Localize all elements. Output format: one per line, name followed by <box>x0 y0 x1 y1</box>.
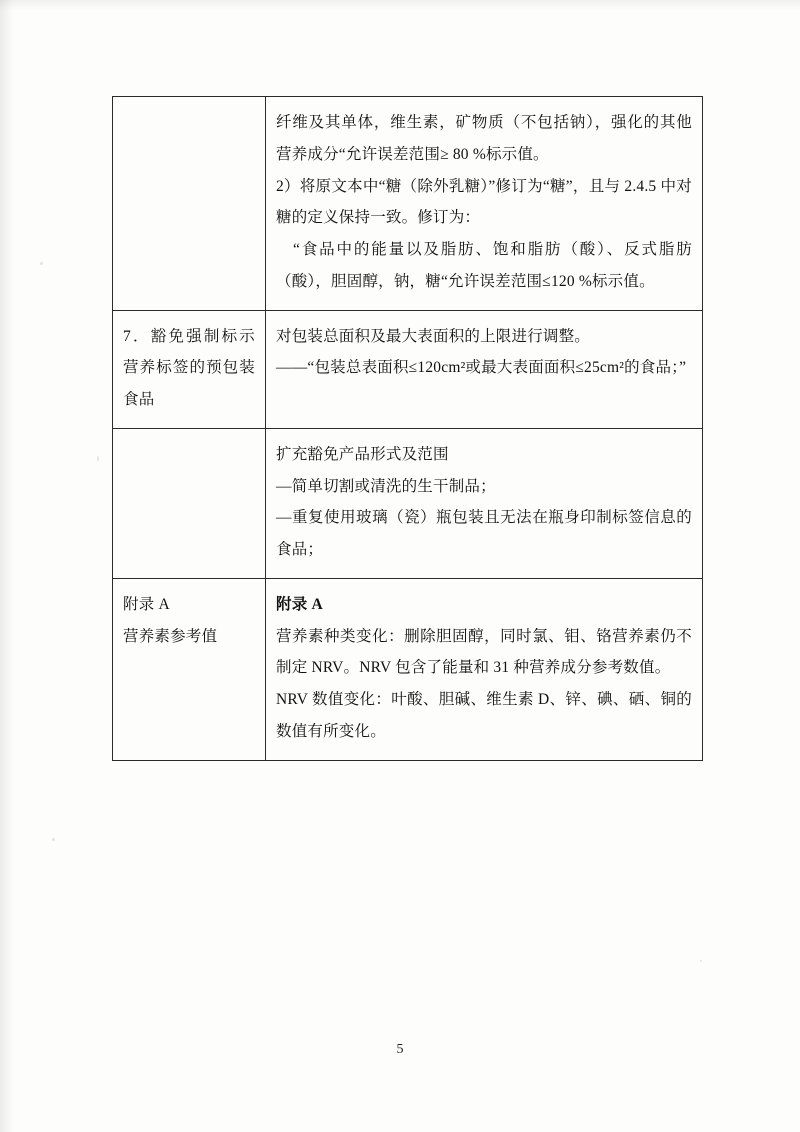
paragraph: —简单切割或清洗的生干制品； <box>276 477 496 495</box>
table-cell-content <box>266 428 703 578</box>
table-cell-topic <box>113 428 266 578</box>
scan-speckle <box>52 838 55 841</box>
table-cell-topic <box>113 578 266 760</box>
table-cell-content <box>266 310 703 428</box>
table-row <box>113 428 703 578</box>
page-edge-shadow-top <box>0 0 800 10</box>
table-cell-topic <box>113 97 266 311</box>
paragraph: 营养素种类变化：删除胆固醇，同时氯、钼、铬营养素仍不制定 NRV。NRV 包含了能量和 31 种营养成分参考数值。 <box>276 627 692 677</box>
page-number: 5 <box>396 1042 404 1057</box>
scan-speckle <box>97 456 99 461</box>
paragraph: 对包装总面积及最大表面积的上限进行调整。 <box>276 327 591 345</box>
table-cell-content <box>266 97 703 311</box>
paragraph: 纤维及其单体，维生素，矿物质（不包括钠），强化的其他营养成分“允许误差范围≥ 80 %标示值。 <box>276 114 692 163</box>
paragraph: 2）将原文本中“糖（除外乳糖）”修订为“糖”，且与 2.4.5 中对糖的定义保持一致。修订为： <box>276 177 692 227</box>
scan-speckle <box>700 960 702 962</box>
table-row <box>113 310 703 428</box>
paragraph: NRV 数值变化：叶酸、胆碱、维生素 D、锌、碘、硒、铜的数值有所变化。 <box>276 691 692 741</box>
table-cell-content <box>266 578 703 760</box>
topic-label: 附录 A <box>123 595 170 613</box>
comparison-table <box>112 96 703 761</box>
table-row <box>113 578 703 760</box>
scan-speckle <box>40 262 43 265</box>
paragraph: “食品中的能量以及脂肪、饱和脂肪（酸）、反式脂肪（酸），胆固醇，钠，糖“允许误差范围≤120 %标示值。 <box>276 241 692 290</box>
table-row <box>113 97 703 311</box>
page-edge-shadow-left <box>0 0 14 1132</box>
paragraph: ——“包装总表面积≤120cm²或最大表面面积≤25cm²的食品；” <box>276 359 687 377</box>
paragraph: —重复使用玻璃（瓷）瓶包装且无法在瓶身印制标签信息的食品； <box>276 509 692 559</box>
topic-label: 7．豁免强制标示营养标签的预包装食品 <box>123 327 255 409</box>
content-heading: 附录 A <box>276 595 323 613</box>
topic-label: 营养素参考值 <box>123 627 218 645</box>
paragraph: 扩充豁免产品形式及范围 <box>276 445 449 463</box>
table-cell-topic <box>113 310 266 428</box>
